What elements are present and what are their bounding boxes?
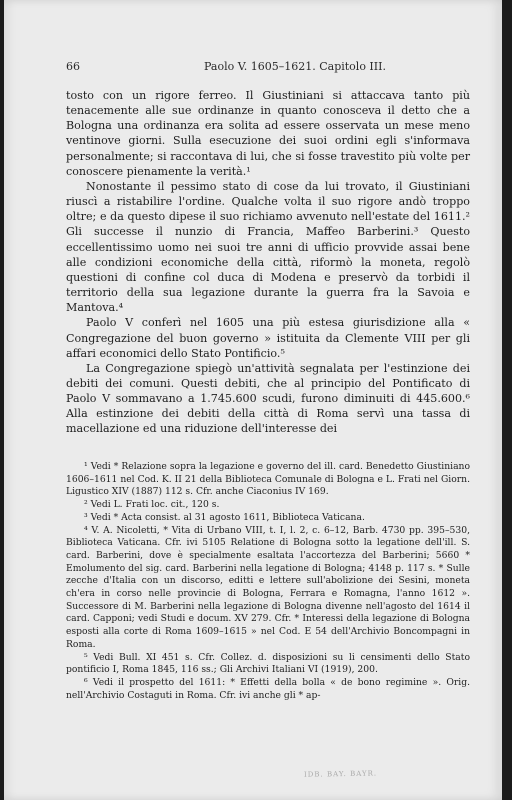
footnote: ² Vedi L. Frati loc. cit., 120 s. — [84, 499, 220, 511]
book-page — [4, 0, 502, 800]
body-paragraph: La Congregazione spiegò un'attività segnalata per l'estinzione dei debiti dei comuni. Questi debiti, che al principio del Pontificato di Paolo V sommavano a 1.745.600 scudi, furono diminuiti di 445.600.⁶ Alla estinzione dei debiti della città di Roma servì una tassa di macellazione ed una riduzione dell'interesse dei — [66, 361, 470, 436]
running-title: Paolo V. 1605–1621. Capitolo III. — [204, 60, 386, 73]
main-text — [66, 88, 470, 437]
body-paragraph: Paolo V conferì nel 1605 una più estesa giurisdizione alla « Congregazione del buon governo » istituita da Clemente VIII per gli affari economici dello Stato Pontificio.⁵ — [66, 316, 470, 360]
footnotes — [66, 461, 470, 702]
footnote: ¹ Vedi * Relazione sopra la legazione e governo del ill. card. Benedetto Giustiniano 1606–1611 nel Cod. K. II 21 della Biblioteca Comunale di Bologna e L. Frati nel Giorn. Ligustico XIV (1887) 112 s. Cfr. anche Ciaconius IV 169. — [66, 461, 470, 498]
library-stamp: IDB. BAY. BAYR. — [303, 769, 378, 779]
footnote: ⁶ Vedi il prospetto del 1611: * Effetti della bolla « de bono regimine ». Orig. nell'Archivio Costaguti in Roma. Cfr. ivi anche gli * ap- — [66, 676, 470, 701]
running-header — [66, 60, 466, 76]
footnote: ⁴ V. A. Nicoletti, * Vita di Urbano VIII, t. I, l. 2, c. 6–12, Barb. 4730 pp. 395–530, Biblioteca Vaticana. Cfr. ivi 5105 Relatione di Bologna sotto la legatione dell'ill. S. card. Barberini, dove è specialmente esaltata l'accortezza del Barberini; 5660 * Emolumento del sig. card. Barberini nella legatione di Bologna; 4148 p. 117 s. * Sulle zecche d'Italia con un discorso, editti e lettere sull'abolizione dei Sesini, moneta ch'era in corso nelle provincie di Bologna, Ferrara e Romagna, l'anno 1612 ». Successore di M. Barberini nella legazione di Bologna divenne nell'agosto del 1614 il card. Capponi; vedi Studi e docum. XV 279. Cfr. * Interessi della legazione di Bologna esposti alla corte di Roma 1609–1615 » nel Cod. E 54 dell'Archivio Boncompagni in Roma. — [66, 524, 470, 650]
body-paragraph: Nonostante il pessimo stato di cose da lui trovato, il Giustiniani riuscì a ristabilire l'ordine. Qualche volta il suo rigore andò troppo oltre; e da questo dipese il suo richiamo avvenuto nell'estate del 1611.² Gli successe il nunzio di Francia, Maffeo Barberini.³ Questo eccellentissimo uomo nei suoi tre anni di ufficio provvide assai bene alle condizioni economiche della città, riformò la moneta, regolò questioni di confine col duca di Modena e preservò da torbidi il territorio della sua legazione durante la guerra fra la Savoia e Mantova.⁴ — [66, 179, 470, 315]
body-paragraph: tosto con un rigore ferreo. Il Giustiniani si attaccava tanto più tenacemente alle sue ordinanze in quanto conosceva il detto che a Bologna una ordinanza era solita ad essere osservata un mese meno ventinove giorni. Sulla esecuzione dei suoi ordini egli s'informava personalmente; si raccontava di lui, che si fosse travestito più volte per conoscere pienamente la verità.¹ — [66, 89, 470, 178]
footnote: ⁵ Vedi Bull. XI 451 s. Cfr. Collez. d. disposizioni su li censimenti dello Stato pontificio I, Roma 1845, 116 ss.; Gli Archivi Italiani VI (1919), 200. — [66, 651, 470, 676]
page-number: 66 — [66, 60, 80, 73]
footnote: ³ Vedi * Acta consist. al 31 agosto 1611, Biblioteca Vaticana. — [84, 511, 365, 523]
